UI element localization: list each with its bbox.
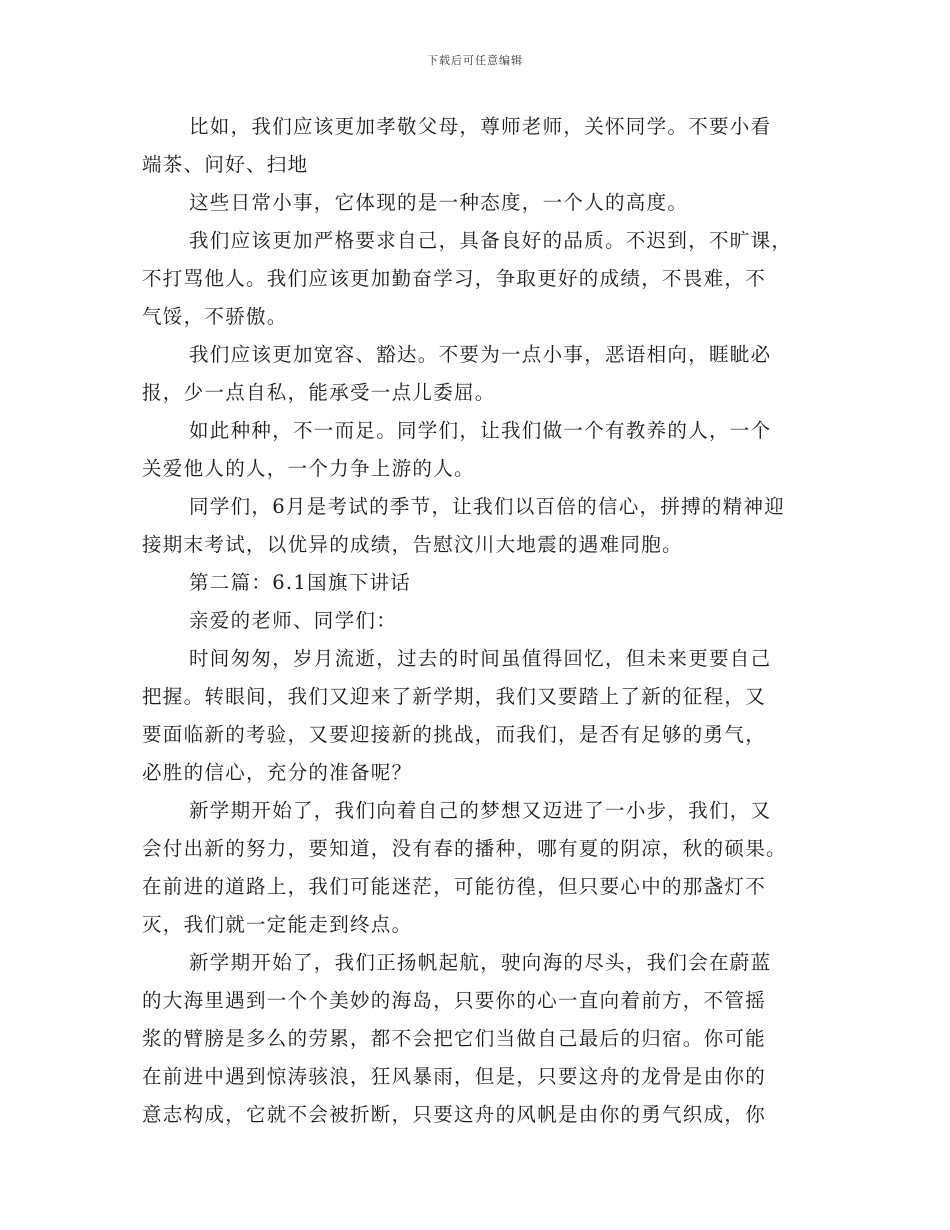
text-line: 我们应该更加宽容、豁达。不要为一点小事，恶语相向，睚眦必 [189,343,772,366]
text-line: 如此种种，不一而足。同学们，让我们做一个有教养的人，一个 [189,419,772,442]
text-line: 新学期开始了，我们向着自己的梦想又迈进了一小步，我们，又 [189,799,772,822]
text-line: 比如，我们应该更加孝敬父母，尊师老师，关怀同学。不要小看 [189,115,772,138]
text-line: 报，少一点自私，能承受一点儿委屈。 [142,381,496,404]
text-line: 同学们，6月是考试的季节，让我们以百倍的信心，拼搏的精神迎 [189,495,786,518]
text-line: 浆的臂膀是多么的劳累，都不会把它们当做自己最后的归宿。你可能 [142,1027,767,1050]
text-line: 端茶、问好、扫地 [142,153,309,176]
text-line: 我们应该更加严格要求自己，具备良好的品质。不迟到，不旷课， [189,229,793,252]
text-line: 必胜的信心，充分的准备呢？ [142,761,413,784]
text-line: 接期末考试，以优异的成绩，告慰汶川大地震的遇难同胞。 [142,533,683,556]
section-heading: 第二篇：6.1国旗下讲话 [189,571,412,594]
text-line: 会付出新的努力，要知道，没有春的播种，哪有夏的阴凉，秋的硕果。 [142,837,787,860]
text-line: 不打骂他人。我们应该更加勤奋学习，争取更好的成绩，不畏难，不 [142,267,767,290]
text-line: 气馁，不骄傲。 [142,305,288,328]
text-line: 在前进的道路上，我们可能迷茫，可能彷徨，但只要心中的那盏灯不 [142,875,767,898]
text-line: 在前进中遇到惊涛骇浪，狂风暴雨，但是，只要这舟的龙骨是由你的 [142,1065,767,1088]
text-line: 灭，我们就一定能走到终点。 [142,913,413,936]
text-line: 要面临新的考验，又要迎接新的挑战，而我们，是否有足够的勇气， [142,723,767,746]
text-line: 这些日常小事，它体现的是一种态度，一个人的高度。 [189,191,689,214]
text-line: 新学期开始了，我们正扬帆起航，驶向海的尽头，我们会在蔚蓝 [189,951,772,974]
text-line: 把握。转眼间，我们又迎来了新学期，我们又要踏上了新的征程，又 [142,685,767,708]
text-line: 时间匆匆，岁月流逝，过去的时间虽值得回忆，但未来更要自己 [189,647,772,670]
salutation: 亲爱的老师、同学们： [189,609,398,632]
text-line: 意志构成，它就不会被折断，只要这舟的风帆是由你的勇气织成，你 [142,1103,767,1126]
text-line: 关爱他人的人，一个力争上游的人。 [142,457,475,480]
text-line: 的大海里遇到一个个美妙的海岛，只要你的心一直向着前方，不管摇 [142,989,767,1012]
page-header: 下载后可任意编辑 [427,54,523,67]
